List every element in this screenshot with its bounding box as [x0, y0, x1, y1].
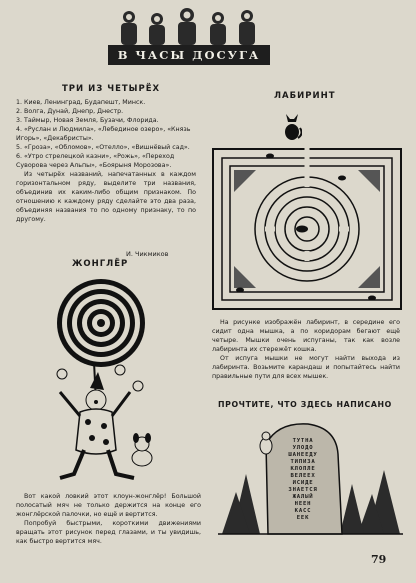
labyrinth-text — [212, 318, 400, 381]
clown-juggler-illustration — [50, 362, 160, 487]
stone-row: ЗНАЕТСЯ — [288, 487, 318, 493]
stone-row: КЛОПЛЕ — [290, 466, 316, 472]
labyrinth-text-p2: От испуга мышки не могут найти выхода из лабиринта. Возьмите карандаш и попытайтесь найти правильные пути для всех мышек. — [212, 355, 400, 380]
stone-row: ТИПИЗА — [290, 459, 316, 465]
stone-row: УЛОДО — [292, 445, 314, 451]
juggler-title: ЖОНГЛЁР — [72, 259, 129, 269]
cat-icon — [282, 112, 302, 140]
stone-row: ЖАЛЫЙ — [292, 494, 314, 500]
puzzle-title: ТРИ ИЗ ЧЕТЫРЁХ — [62, 84, 161, 94]
stone-row: КАСС — [294, 508, 312, 514]
puzzle-item: 4. «Руслан и Людмила», «Лебединое озеро», «Князь Игорь», «Декабристы». — [16, 126, 191, 142]
stone-row: ЕЕК — [296, 515, 310, 521]
puzzle-item: 1. Киев, Ленинград, Будапешт, Минск. — [16, 99, 146, 106]
puzzle-item: 3. Таймыр, Новая Земля, Бузачи, Флорида. — [16, 117, 159, 124]
juggler-text-p2: Попробуй быстрыми, короткими движениями вращать этот рисунок перед глазами, и ты увидишь, как быстро вертится мяч. — [16, 520, 201, 545]
stone-row: ШАНЕЕДУ — [288, 452, 318, 458]
juggler-text-p1: Вот какой ловкий этот клоун-жонглёр! Большой полосатый мяч не только держится на конце его жонглёрской палочки, но ещё и вертится. — [16, 493, 201, 518]
puzzle-instructions: Из четырёх названий, напечатанных в каждом горизонтальном ряду, выделите три названия, объединив их каким-либо общим признаком. По отношению к каждому ряду сделайте это два раза, объединяя названия то по одному признаку, то по другому. — [16, 171, 196, 223]
stone-row: ТУТНА — [292, 438, 314, 444]
stone-inscription — [270, 438, 336, 522]
stone-puzzle-title: ПРОЧТИТЕ, ЧТО ЗДЕСЬ НАПИСАНО — [218, 400, 392, 409]
page-number: 79 — [371, 553, 387, 566]
puzzle-list — [16, 98, 196, 224]
section-banner: В ЧАСЫ ДОСУГА — [108, 45, 270, 65]
labyrinth-title: ЛАБИРИНТ — [274, 91, 336, 101]
stone-row: ИСИДЕ — [292, 480, 314, 486]
labyrinth-maze — [212, 148, 402, 310]
labyrinth-text-p1: На рисунке изображён лабиринт, в середине его сидит одна мышка, а по коридорам бегают ещё четыре. Мышки очень испуганы, так как возле лабиринта их стережёт кошка. — [212, 319, 400, 353]
puzzle-author: И. Чикмиков — [126, 250, 169, 258]
stone-row: НЕЕН — [294, 501, 312, 507]
juggler-text — [16, 492, 201, 546]
puzzle-item: 5. «Гроза», «Обломов», «Отелло», «Вишнёвый сад». — [16, 144, 190, 151]
spiral-ball-illustration — [56, 278, 146, 368]
puzzle-item: 6. «Утро стрелецкой казни», «Рожь», «Переход Суворова через Альпы», «Боярыня Морозова». — [16, 153, 175, 169]
puzzle-item: 2. Волга, Дунай, Днепр, Днестр. — [16, 108, 124, 115]
banner-children-illustration — [115, 5, 265, 45]
stone-row: ВЕЛЕЕХ — [290, 473, 316, 479]
